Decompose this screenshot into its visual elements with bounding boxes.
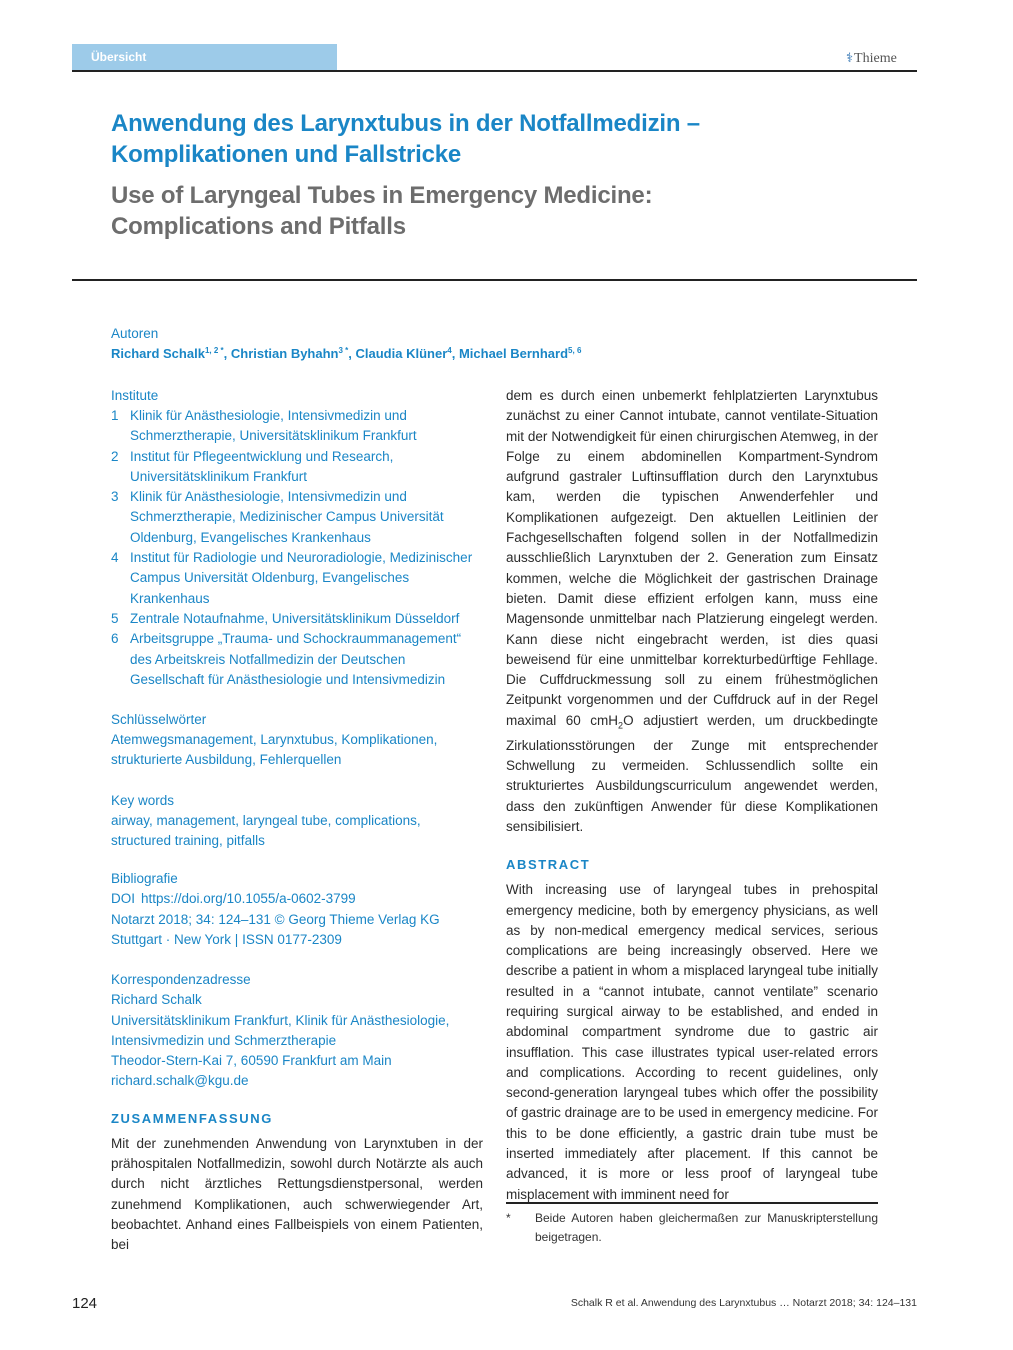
keywords-de-text: Atemwegsmanagement, Larynxtubus, Komplikationen, strukturierte Ausbildung, Fehlerquellen: [111, 732, 438, 768]
institute-text: Klinik für Anästhesiologie, Intensivmedizin und Schmerztherapie, Medizinischer Campus Universität Oldenburg, Evangelisches Krankenhaus: [130, 489, 444, 545]
zusammenfassung-text-right-a: dem es durch einen unbemerkt fehlplatzierten Larynxtubus zunächst zu einer Cannot intubate, cannot ventilate-Situation mit der Notwendigkeit für einen chirurgischen Atemweg, in der Folge zu einem abdominellen Kompartment-Syndrom aufgrund gastraler Luftinsufflation durch den Larynxtubus kam, werden die typischen Anwenderfehler und Komplikationen aufgezeigt. Den aktuellen Leitlinien der Fachgesellschaften folgend sollen in der Notfallmedizin ausschließlich Larynxtuben der 2. Generation zum Einsatz kommen, welche die Möglichkeit der gastrischen Drainage bieten. Damit diese effizient erfolgen kann, muss eine Magensonde unmittelbar nach Platzierung eingelegt werden. Kann diese nicht eingebracht werden, ist dies quasi beweisend für eine unmittelbar korrekturbedürftige Fehllage. Die Cuffdruckmessung soll zu einem frühestmöglichen Zeitpunkt vorgenommen und der Cuffdruck auf in der Regel maximal 60 cmH: [506, 388, 878, 728]
author-sep: ,: [348, 346, 356, 361]
institute-item: [111, 447, 483, 488]
institute-text: Institut für Pflegeentwicklung und Research, Universitätsklinikum Frankfurt: [130, 448, 394, 484]
doi-link[interactable]: https://doi.org/10.1055/a-0602-3799: [141, 891, 356, 907]
footnote: [506, 1209, 878, 1247]
institute-number: 6: [111, 631, 119, 647]
header-rule: [72, 70, 917, 72]
footnote-text: Beide Autoren haben gleichermaßen zur Manuskripterstellung beigetragen.: [535, 1211, 878, 1244]
footnote-mark: *: [506, 1211, 511, 1225]
authors-list: [111, 346, 581, 361]
citation: Notarzt 2018; 34: 124–131 © Georg Thieme Verlag KG Stuttgart · New York | ISSN 0177-2309: [111, 911, 440, 947]
zusammenfassung-text-right: [506, 386, 878, 837]
title-english: [111, 180, 811, 242]
institute-number: 4: [111, 550, 119, 566]
author-4-affil: 5, 6: [568, 346, 582, 355]
institute-item: [111, 487, 483, 548]
author-2-affil: 3 *: [338, 346, 349, 355]
institute-text: Klinik für Anästhesiologie, Intensivmedizin und Schmerztherapie, Universitätsklinikum Frankfurt: [130, 408, 417, 444]
keywords-en-text: airway, management, laryngeal tube, complications, structured training, pitfalls: [111, 812, 421, 849]
publisher-logo: [846, 50, 897, 67]
title-english-line1: Use of Laryngeal Tubes in Emergency Medicine:: [111, 182, 653, 209]
thieme-logo-icon: ⚕: [846, 50, 854, 65]
institute-item: [111, 406, 483, 447]
right-column: [506, 386, 878, 1205]
institute-text: Zentrale Notaufnahme, Universitätsklinikum Düsseldorf: [130, 610, 460, 626]
title-english-line2: Complications and Pitfalls: [111, 213, 406, 240]
bibliography-label: Bibliografie: [111, 871, 178, 887]
correspondence-label: Korrespondenzadresse: [111, 972, 251, 988]
title-german-line1: Anwendung des Larynxtubus in der Notfallmedizin –: [111, 110, 700, 137]
author-sep: ,: [451, 346, 459, 361]
publisher-name: Thieme: [854, 51, 897, 66]
author-2: Christian Byhahn: [230, 346, 339, 361]
title-rule: [72, 279, 917, 281]
zusammenfassung-text-left: Mit der zunehmenden Anwendung von Larynxtuben in der prähospitalen Notfallmedizin, sowohl durch Notärzte als auch durch nicht ärztliches Rettungsdienstpersonal, werden zunehmend Komplikationen, auch schwerwiegender Art, beobachtet. Anhand eines Fallbeispiels von einem Patienten, bei: [111, 1135, 483, 1253]
keywords-en-label: Key words: [111, 792, 175, 808]
institutes-label: Institute: [111, 388, 159, 403]
left-column: [111, 386, 483, 1256]
abstract-title: ABSTRACT: [506, 857, 591, 873]
title-german: [111, 108, 811, 170]
doi-line: [111, 889, 483, 909]
correspondence-name: Richard Schalk: [111, 992, 202, 1008]
author-4: Michael Bernhard: [458, 346, 569, 361]
author-3: Claudia Klüner: [355, 346, 448, 361]
subscript: 2: [618, 720, 624, 731]
section-tab: Übersicht: [72, 44, 337, 71]
institute-item: [111, 609, 483, 629]
correspondence-institution: Universitätsklinikum Frankfurt, Klinik für Anästhesiologie, Intensivmedizin und Schmerztherapie: [111, 1012, 450, 1048]
zusammenfassung-title: ZUSAMMENFASSUNG: [111, 1110, 273, 1126]
page-number: 124: [72, 1295, 98, 1312]
author-3-affil: 4: [447, 346, 452, 355]
correspondence-address: Theodor-Stern-Kai 7, 60590 Frankfurt am Main: [111, 1053, 392, 1069]
institute-number: 1: [111, 408, 119, 423]
author-1: Richard Schalk: [111, 346, 205, 361]
author-1-affil: 1, 2 *: [204, 346, 224, 355]
abstract-text: With increasing use of laryngeal tubes in prehospital emergency medicine, both by emergency physicians, as well as by non-medical emergency medical services, serious complications are being increasingly observed. Here we describe a patient in whom a misplaced laryngeal tube initially resulted in a “cannot intubate, cannot ventilate” scenario requiring surgical airway to be established, and ended in abdominal compartment syndrome due to gastric air insufflation. This case illustrates typical user-related errors and complications. According to recent guidelines, only second-generation laryngeal tubes which offer the possibility of gastric drainage are to be used in emergency medicine. For this to be done efficiently, a gastric drain tube must be inserted immediately after placement. If this cannot be advanced, it is more or less proof of laryngeal tube misplacement with imminent need for: [506, 882, 878, 1202]
author-sep: ,: [223, 346, 231, 361]
institute-item: [111, 629, 483, 690]
running-footer: Schalk R et al. Anwendung des Larynxtubus … Notarzt 2018; 34: 124–131: [570, 1297, 917, 1309]
institute-number: 3: [111, 489, 119, 505]
keywords-de-label: Schlüsselwörter: [111, 712, 207, 728]
footnote-rule: [506, 1202, 878, 1204]
institute-text: Arbeitsgruppe „Trauma- und Schockraummanagement“ des Arbeitskreis Notfallmedizin der Deutschen Gesellschaft für Anästhesiologie und Intensivmedizin: [130, 631, 462, 687]
institute-item: [111, 548, 483, 609]
doi-label: DOI: [111, 891, 136, 907]
institutes-list: [111, 406, 483, 690]
institute-text: Institut für Radiologie und Neuroradiologie, Medizinischer Campus Universität Oldenburg, Evangelisches Krankenhaus: [130, 550, 473, 606]
authors-label: Autoren: [111, 326, 159, 341]
correspondence-email[interactable]: richard.schalk@kgu.de: [111, 1073, 249, 1089]
zusammenfassung-text-right-b: O adjustiert werden, um druckbedingte Zirkulationsstörungen der Zunge mit entsprechender Schwellung zu vermeiden. Schlussendlich sollte ein strukturiertes Ausbildungscurriculum angewendet werden, dass den zukünftigen Anwender für diese Komplikationen sensibilisiert.: [506, 712, 878, 834]
institute-number: 2: [111, 448, 119, 464]
institute-number: 5: [111, 610, 119, 626]
title-german-line2: Komplikationen und Fallstricke: [111, 141, 462, 168]
